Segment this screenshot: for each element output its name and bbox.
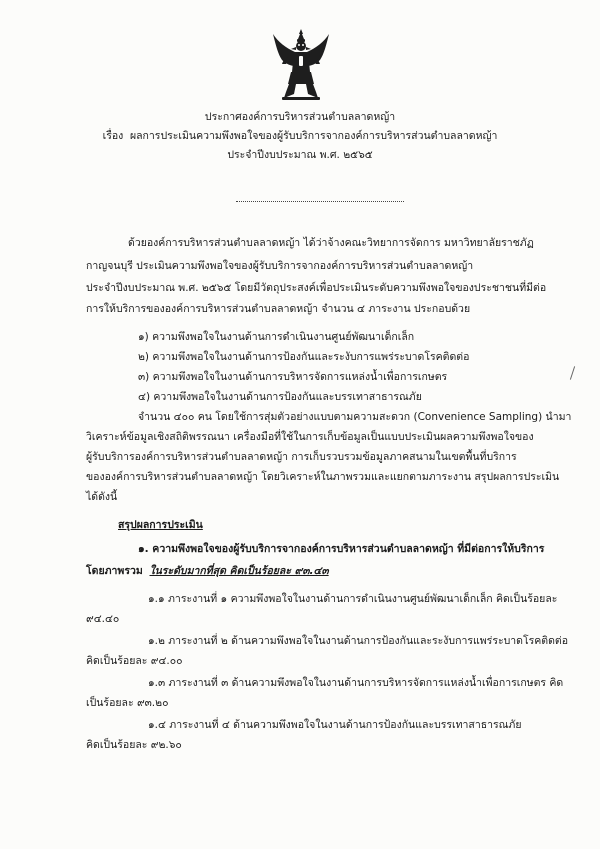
method-line: ได้ดังนี้ [86, 491, 118, 503]
task-item: ๔) ความพึงพอใจในงานด้านการป้องกันและบรรเทาสาธารณภัย [138, 391, 422, 403]
announcement-title: ประกาศองค์การบริหารส่วนตำบลลาดหญ้า [204, 111, 396, 123]
task-item: ๓) ความพึงพอใจในงานด้านการบริหารจัดการแหล่งน้ำเพื่อการเกษตร [138, 371, 448, 383]
task-item: ๒) ความพึงพอใจในงานด้านการป้องกันและระงับการแพร่ระบาดโรคติดต่อ [138, 351, 470, 363]
intro-line: ด้วยองค์การบริหารส่วนตำบลลาดหญ้า ได้ว่าจ้างคณะวิทยาการจัดการ มหาวิทยาลัยราชภัฏ [128, 237, 534, 249]
intro-line: การให้บริการขององค์การบริหารส่วนตำบลลาดหญ้า จำนวน ๔ ภาระงาน ประกอบด้วย [86, 303, 471, 315]
garuda-emblem-icon [272, 28, 330, 102]
intro-line: ประจำปีงบประมาณ พ.ศ. ๒๕๖๕ โดยมีวัตถุประสงค์เพื่อประเมินระดับความพึงพอใจของประชาชนที่มีต่อ [86, 282, 547, 294]
fiscal-year: ประจำปีงบประมาณ พ.ศ. ๒๕๖๕ [227, 149, 373, 161]
result-item-value: ๙๔.๔๐ [86, 613, 120, 625]
method-line: วิเคราะห์ข้อมูลเชิงสถิติพรรณนา เครื่องมือที่ใช้ในการเก็บข้อมูลเป็นแบบประเมินผลความพึงพอใจของ [86, 431, 534, 443]
announcement-subject [0, 129, 600, 143]
subject-label: เรื่อง [102, 130, 124, 142]
overall-result: ในระดับมากที่สุด คิดเป็นร้อยละ ๙๓.๔๓ [149, 565, 329, 577]
stray-pen-mark [570, 366, 575, 380]
result-item-value: คิดเป็นร้อยละ ๙๒.๖๐ [86, 739, 182, 751]
summary-point-1-result [86, 564, 329, 578]
header-divider [236, 201, 404, 202]
intro-line: กาญจนบุรี ประเมินความพึงพอใจของผู้รับบริการจากองค์การบริหารส่วนตำบลลาดหญ้า [86, 260, 474, 272]
overall-label: โดยภาพรวม [86, 565, 143, 577]
subject-text: ผลการประเมินความพึงพอใจของผู้รับบริการจากองค์การบริหารส่วนตำบลลาดหญ้า [129, 130, 498, 142]
result-item-line: ๑.๔ ภาระงานที่ ๔ ด้านความพึงพอใจในงานด้านการป้องกันและบรรเทาสาธารณภัย [148, 719, 522, 731]
summary-point-1: ๑. ความพึงพอใจของผู้รับบริการจากองค์การบริหารส่วนตำบลลาดหญ้า ที่มีต่อการให้บริการ [138, 543, 545, 555]
method-line: ผู้รับบริการองค์การบริหารส่วนตำบลลาดหญ้า การเก็บรวบรวมข้อมูลภาคสนามในเขตพื้นที่บริการ [86, 451, 517, 463]
result-item-line: ๑.๑ ภาระงานที่ ๑ ความพึงพอใจในงานด้านการดำเนินงานศูนย์พัฒนาเด็กเล็ก คิดเป็นร้อยละ [148, 593, 558, 605]
result-item-value: คิดเป็นร้อยละ ๙๔.๐๐ [86, 655, 183, 667]
summary-heading: สรุปผลการประเมิน [118, 519, 203, 531]
method-line: ขององค์การบริหารส่วนตำบลลาดหญ้า โดยวิเคราะห์ในภาพรวมและแยกตามภาระงาน สรุปผลการประเมิน [86, 471, 560, 483]
result-item-line: ๑.๓ ภาระงานที่ ๓ ด้านความพึงพอใจในงานด้านการบริหารจัดการแหล่งน้ำเพื่อการเกษตร คิด [148, 677, 564, 689]
result-item-value: เป็นร้อยละ ๙๓.๒๐ [86, 697, 169, 709]
result-item-line: ๑.๒ ภาระงานที่ ๒ ด้านความพึงพอใจในงานด้านการป้องกันและระงับการแพร่ระบาดโรคติดต่อ [148, 635, 569, 647]
task-item: ๑) ความพึงพอใจในงานด้านการดำเนินงานศูนย์พัฒนาเด็กเล็ก [138, 331, 415, 343]
method-line: จำนวน ๔๐๐ คน โดยใช้การสุ่มตัวอย่างแบบตามความสะดวก (Convenience Sampling) นำมา [138, 411, 572, 423]
